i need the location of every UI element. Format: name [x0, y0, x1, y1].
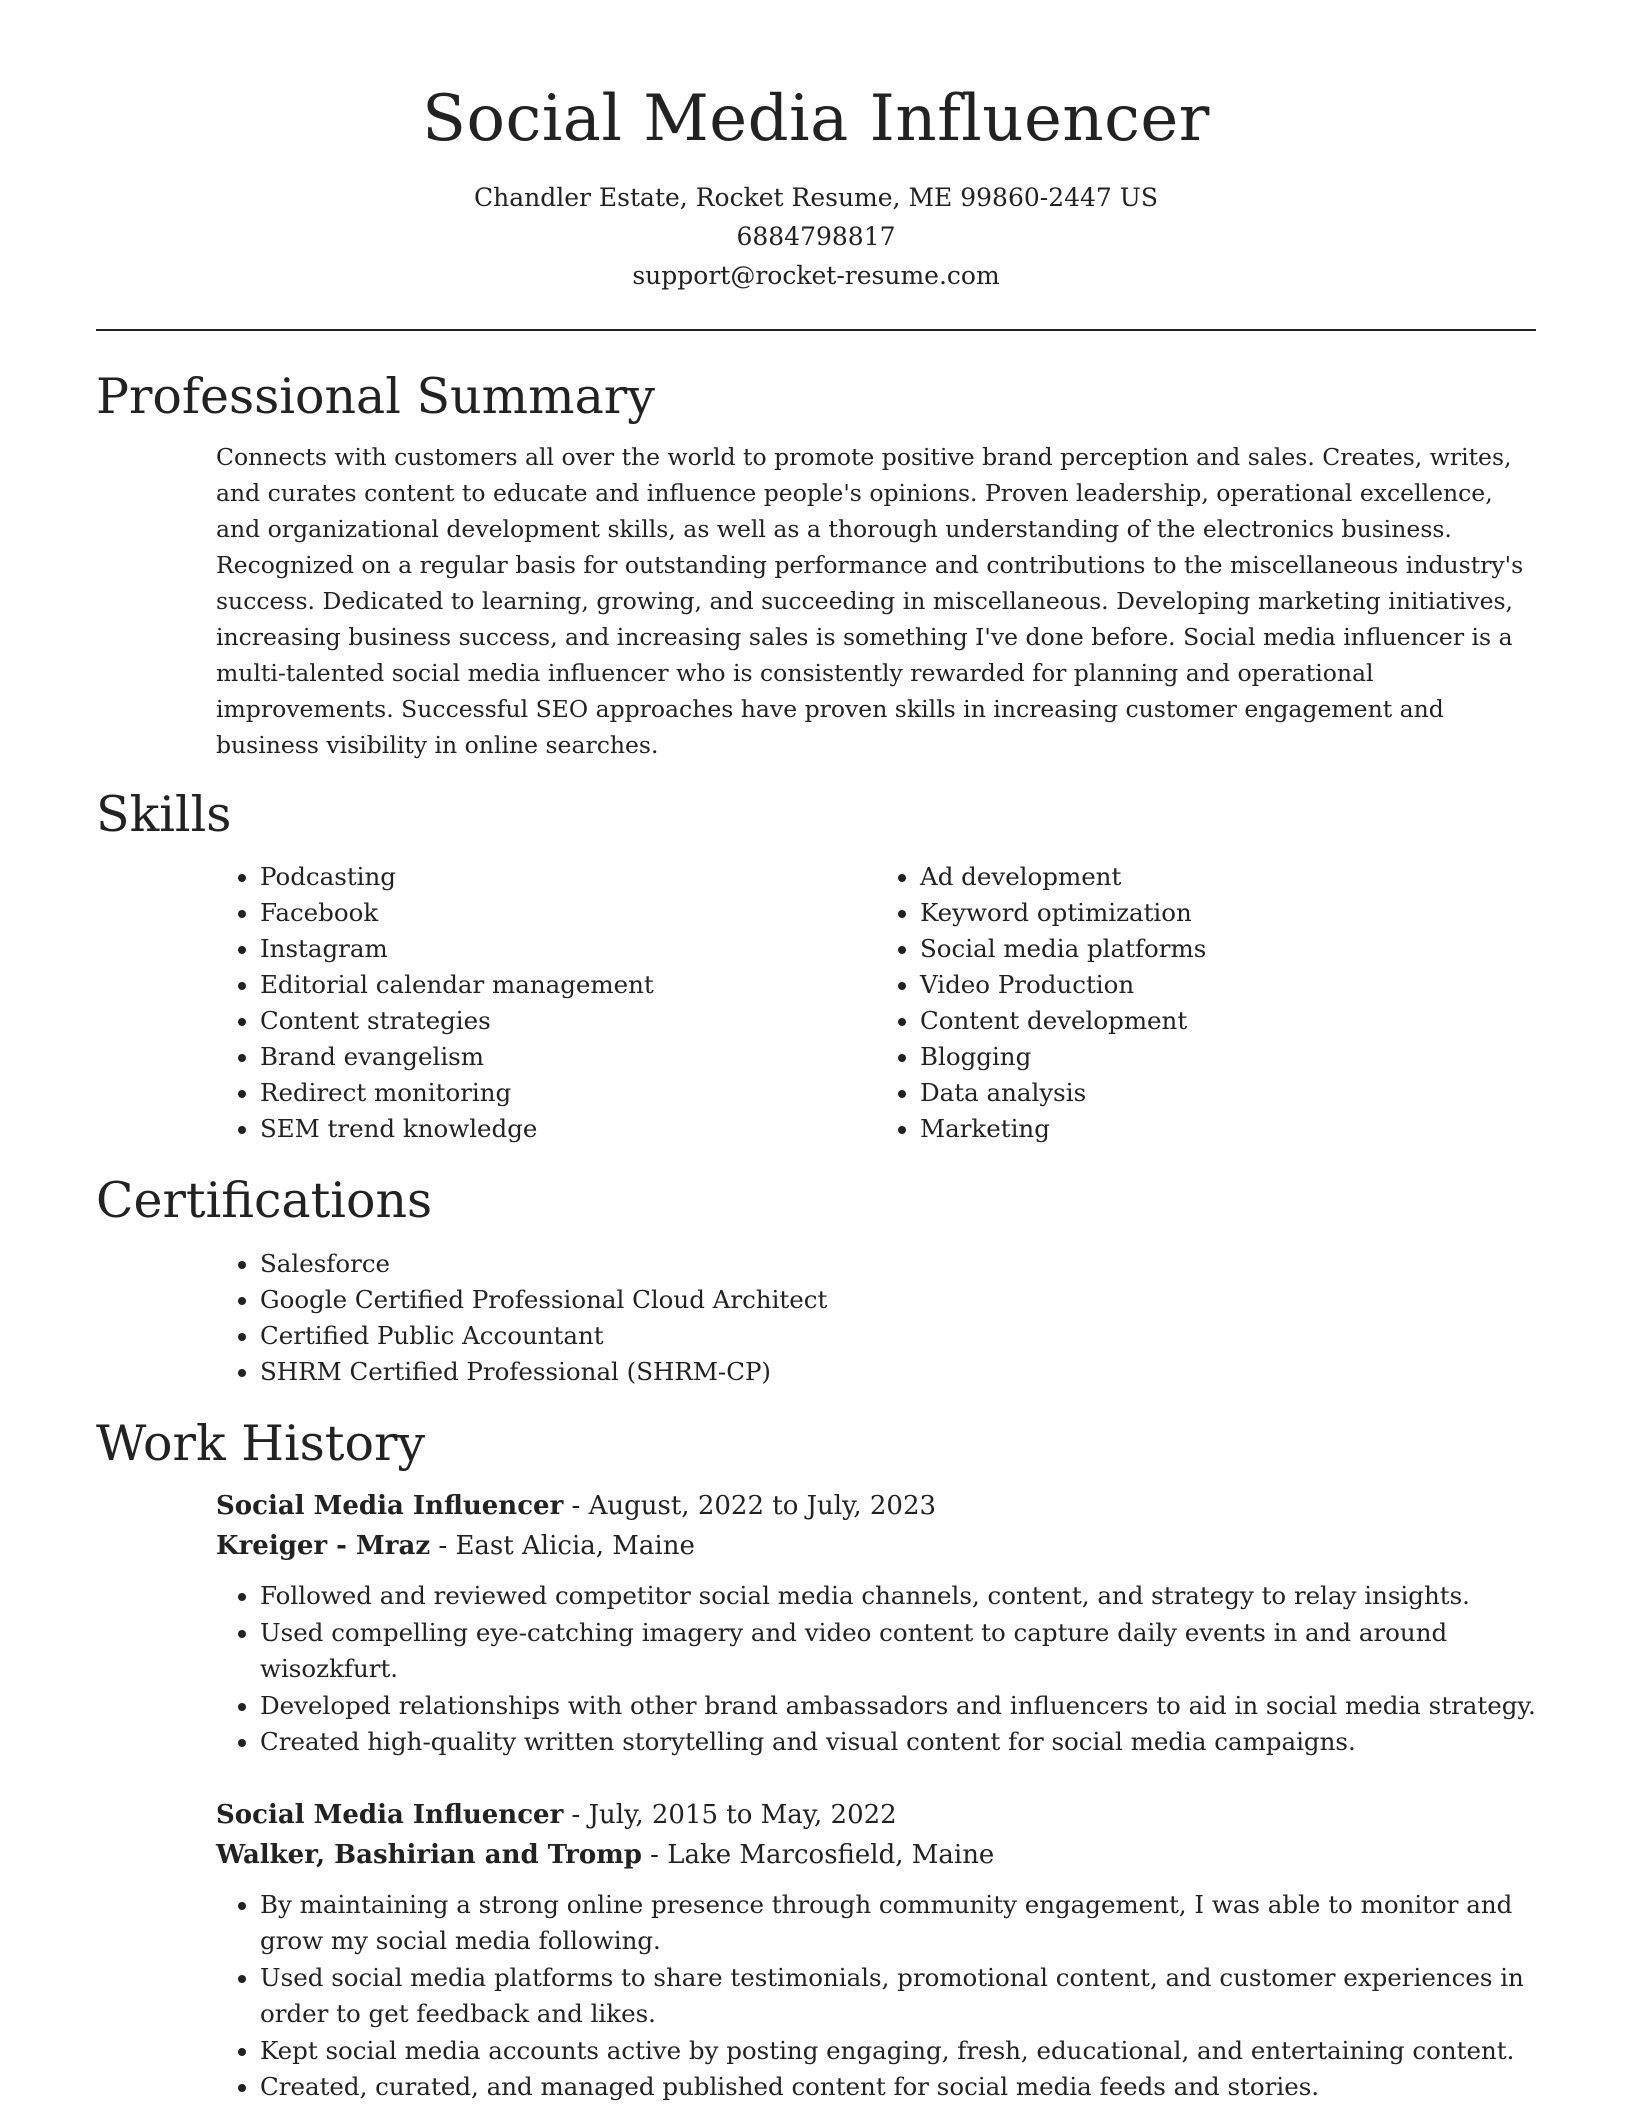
skill-item: • Instagram	[260, 931, 876, 967]
job-bullets	[216, 1578, 1536, 1761]
job-company-line	[216, 1526, 1536, 1566]
job-title: Social Media Influencer	[216, 1491, 564, 1522]
job-location: Lake Marcosfield, Maine	[667, 1839, 995, 1870]
candidate-name: Social Media Influencer	[422, 82, 1210, 156]
separator: -	[641, 1839, 668, 1870]
job-entry	[216, 1795, 1536, 2106]
header-divider	[96, 329, 1536, 331]
summary-text: Connects with customers all over the world to promote positive brand perception and sales. Creates, writes, and curates content to educate and influence people's opinions. Proven leadership, operational excellence, and organizational development skills, as well as a thorough understanding of the electronics business. Recognized on a regular basis for outstanding performance and contributions to the miscellaneous industry's success. Dedicated to learning, growing, and succeeding in miscellaneous. Developing marketing initiatives, increasing business success, and increasing sales is something I've done before. Social media influencer is a multi-talented social media influencer who is consistently rewarded for planning and operational improvements. Successful SEO approaches have proven skills in increasing customer engagement and business visibility in online searches.	[216, 443, 1524, 760]
certification-item: • Google Certified Professional Cloud Architect	[260, 1282, 1536, 1318]
certifications-section	[96, 1173, 1536, 1389]
job-company: Walker, Bashirian and Tromp	[216, 1839, 642, 1870]
skill-item: • Podcasting	[260, 859, 876, 895]
job-bullet: • Used compelling eye-catching imagery and video content to capture daily events in and around wisozkfurt.	[260, 1615, 1536, 1688]
skill-item: • Video Production	[920, 967, 1536, 1003]
job-company-line	[216, 1835, 1536, 1875]
job-title: Social Media Influencer	[216, 1799, 564, 1830]
resume-header	[96, 0, 1536, 295]
separator: -	[430, 1531, 456, 1562]
certifications-list	[216, 1246, 1536, 1390]
skills-columns	[216, 859, 1536, 1147]
summary-heading: Professional Summary	[96, 367, 655, 425]
job-bullet: • Kept social media accounts active by posting engaging, fresh, educational, and entertaining content.	[260, 2033, 1536, 2070]
certification-item: • Certified Public Accountant	[260, 1318, 1536, 1354]
skills-list-left	[216, 859, 876, 1147]
job-dates: August, 2022 to July, 2023	[588, 1491, 937, 1522]
contact-info	[96, 178, 1536, 295]
summary-section	[96, 369, 1536, 763]
job-title-line	[216, 1795, 1536, 1835]
skills-section	[96, 787, 1536, 1147]
job-bullet: • Followed and reviewed competitor social media channels, content, and strategy to relay insights.	[260, 1578, 1536, 1615]
skill-item: • SEM trend knowledge	[260, 1111, 876, 1147]
certification-item: • SHRM Certified Professional (SHRM-CP)	[260, 1354, 1536, 1390]
skill-item: • Keyword optimization	[920, 895, 1536, 931]
skill-item: • Facebook	[260, 895, 876, 931]
skill-item: • Brand evangelism	[260, 1039, 876, 1075]
job-bullets	[216, 1887, 1536, 2106]
job-bullet: • Used social media platforms to share testimonials, promotional content, and customer experiences in order to get feedback and likes.	[260, 1960, 1536, 2033]
job-bullet: • By maintaining a strong online presence through community engagement, I was able to monitor and grow my social media following.	[260, 1887, 1536, 1960]
skill-item: • Data analysis	[920, 1075, 1536, 1111]
address: Chandler Estate, Rocket Resume, ME 99860-2447 US	[474, 182, 1158, 212]
skill-item: • Redirect monitoring	[260, 1075, 876, 1111]
skill-item: • Content development	[920, 1003, 1536, 1039]
skill-item: • Editorial calendar management	[260, 967, 876, 1003]
certification-item: • Salesforce	[260, 1246, 1536, 1282]
work-history-section	[96, 1416, 1536, 2106]
separator: -	[563, 1491, 589, 1522]
work-history-heading: Work History	[96, 1414, 426, 1472]
separator: -	[563, 1799, 589, 1830]
skill-item: • Social media platforms	[920, 931, 1536, 967]
email: support@rocket-resume.com	[632, 260, 1000, 290]
skills-heading: Skills	[96, 786, 232, 844]
job-bullet: • Created high-quality written storytelling and visual content for social media campaigns.	[260, 1724, 1536, 1761]
phone: 6884798817	[736, 221, 896, 251]
job-dates: July, 2015 to May, 2022	[588, 1799, 897, 1830]
skills-list-right	[876, 859, 1536, 1147]
job-company: Kreiger - Mraz	[216, 1531, 431, 1562]
job-bullet: • Developed relationships with other brand ambassadors and influencers to aid in social media strategy.	[260, 1688, 1536, 1725]
certifications-heading: Certifications	[96, 1172, 433, 1230]
skill-item: • Marketing	[920, 1111, 1536, 1147]
job-title-line	[216, 1486, 1536, 1526]
skill-item: • Blogging	[920, 1039, 1536, 1075]
skill-item: • Ad development	[920, 859, 1536, 895]
skill-item: • Content strategies	[260, 1003, 876, 1039]
job-entry	[216, 1486, 1536, 1761]
job-location: East Alicia, Maine	[455, 1531, 695, 1562]
job-bullet: • Created, curated, and managed published content for social media feeds and stories.	[260, 2069, 1536, 2106]
